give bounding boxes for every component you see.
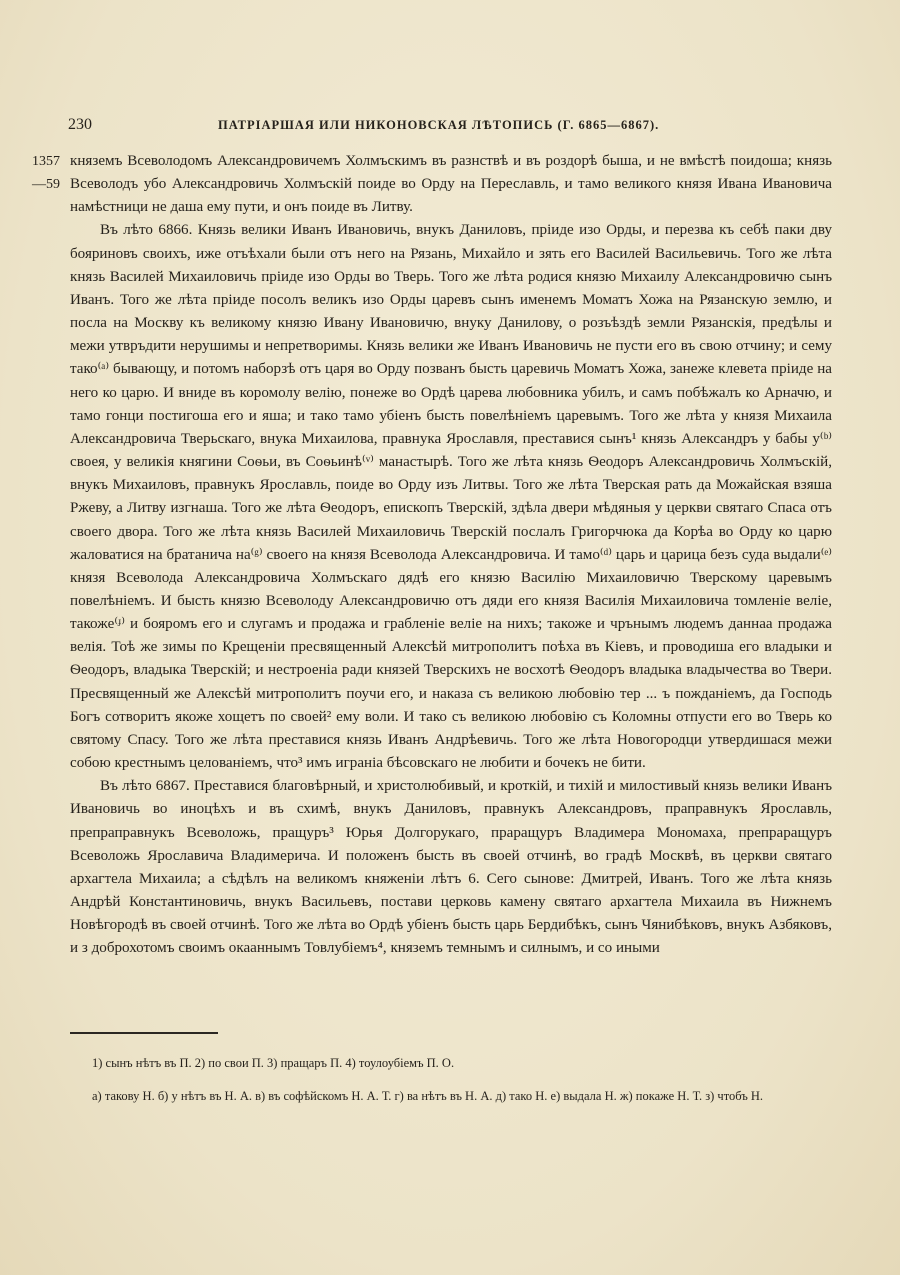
page-header bbox=[68, 116, 828, 138]
footnotes-lettered: а) такову Н. б) у нѣтъ въ Н. А. в) въ софѣйскомъ Н. А. Т. г) ва нѣтъ въ Н. А. д) тако Н. е) выдала Н. ж) покаже Н. Т. з) чтобъ Н. bbox=[92, 1089, 764, 1103]
page-number: 230 bbox=[68, 116, 92, 133]
margin-years bbox=[32, 150, 60, 196]
footnotes-numbered: 1) сынъ нѣтъ въ П. 2) по свои П. 3) пращаръ П. 4) тоулоубіемъ П. О. bbox=[92, 1056, 455, 1070]
margin-year-start: 1357 bbox=[32, 154, 60, 169]
footnote-divider bbox=[70, 1032, 218, 1034]
chronicle-text bbox=[70, 150, 832, 960]
paragraph-year-6867: Въ лѣто 6867. Преставися благовѣрный, и христолюбивый, и кроткій, и тихій и милостивый князь велики Иванъ Ивановичь во иноцѣхъ и въ схимѣ, внукъ Даниловъ, правнукъ Александровъ, праправнукъ Ярославль, препраправнукъ Всеволожь, пращуръ³ Юрья Долгорукаго, праращуръ Владимера Мономаха, препраращуръ Всеволожь Ярославича Владимерича. И положенъ бысть въ своей отчинѣ, во градѣ Москвѣ, въ церкви святаго архагтела Михаила; а сѣдѣлъ на великомъ княженіи лѣтъ 6. Сего сынове: Дмитрей, Иванъ. Того же лѣта князь Андрѣй Константиновичь, внукъ Васильевъ, постави церковь камену святаго архагтела Михаила въ Нижнемъ Новѣгородѣ въ своей отчинѣ. Того же лѣта во Ордѣ убіенъ бысть царь Бердибѣкъ, сынъ Чянибѣковъ, внукъ Азбяковъ, и з доброхотомъ своимъ окааннымъ Товлубіемъ⁴, княземъ темнымъ и силнымъ, и со иными bbox=[70, 778, 832, 957]
paragraph-continuation: княземъ Всеволодомъ Александровичемъ Холмъскимъ въ разнствѣ и въ роздорѣ быша, и не вмѣстѣ поидоша; князь Всеволодъ убо Александровичь Холмъскій поиде во Орду на Переславль, и тамо великого князя Ивана Ивановича намѣстници не даша ему пути, и онъ поиде въ Литву. bbox=[70, 153, 832, 216]
running-title: ПАТРІАРШАЯ ИЛИ НИКОНОВСКАЯ ЛѢТОПИСЬ (Г. 6865—6867). bbox=[218, 118, 660, 132]
margin-year-end: —59 bbox=[32, 177, 60, 192]
paragraph-year-6866: Въ лѣто 6866. Князь велики Иванъ Ивановичь, внукъ Даниловъ, пріиде изо Орды, и перезва къ себѣ паки дву бояриновъ своихъ, иже отъѣхали были отъ него на Рязань, Михайло и зять его Василей Васильевичь. Того же лѣта князь Василей Михаиловичь пріиде изо Орды во Тверь. Того же лѣта родися князю Михаилу Александровичю сынъ Иванъ. Того же лѣта пріиде посолъ великъ изо Орды царевъ сынъ именемъ Моматъ Хожа на Рязанскую землю, и посла на Москву къ великому князю Ивану Ивановичю, внуку Данилову, о розъѣздѣ земли Рязанскія, предѣлы и межи утвръдити нерушимы и непретворимы. Князь велики же Иванъ Ивановичь не пусти его въ свою отчину; и сему тако⁽ᵃ⁾ бывающу, и потомъ наборзѣ отъ царя во Орду позванъ бысть царевичь Моматъ Хожа, занеже клевета пріиде на него ко царю. И вниде въ коромолу велію, понеже во Ордѣ царева любовника убилъ, и самъ побѣжалъ ко Арначю, и тамо гонци постигоша его и яша; и тако тамо убіенъ бысть повелѣніемъ царевымъ. Того же лѣта у князя Михаила Александровича Тверьскаго, внука Михаилова, правнука Ярославля, преставися сынъ¹ князь Александръ у бабы у⁽ᵇ⁾ своея, у великія княгини Соѳьи, въ Соѳьинѣ⁽ᵛ⁾ манастырѣ. Того же лѣта князь Ѳеодоръ Александровичь Холмъскій, внукъ Михаиловъ, правнукъ Ярославль, поиде во Орду изъ Литвы. Того же лѣта Тверская рать да Можайская взяша Ржеву, а Литву изгнаша. Того же лѣта Ѳеодоръ, епископъ Тверскій, здѣла двери мѣдяныя у церкви святаго Спаса отъ своего двора. Того же лѣта князь Василей Михаиловичь Тверскій послалъ Григорчюка да Корѣа во Орду ко царю жаловатися на братанича на⁽ᵍ⁾ своего на князя Всеволода Александровича. И тамо⁽ᵈ⁾ царь и царица безъ суда выдали⁽ᵉ⁾ князя Всеволода Александровича Холмъскаго дядѣ его князю Василію Михаиловичю Тверскому царевымъ повелѣніемъ. И бысть князю Всеволоду Александровичю отъ дяди его князя Василія Михаиловича томленіе веліе, такожe⁽ᶡ⁾ и бояромъ его и слугамъ и продажа и грабленіе веліе на нихъ; такожe и чрънымъ людемъ даннаа продажа велія. Тоѣ же зимы по Крещеніи пресвященный Алексѣй митрополитъ поѣха въ Кіевъ, и проводиша его владыки и Ѳеодоръ, владыка Тверскій; и нестроеніа ради князей Тверскихъ не восхотѣ Ѳеодоръ владыка владычества во Твери. Пресвященный же Алексѣй митрополитъ поучи его, и наказа съ великою любовію тер ... ъ пожданіемъ, да Господь Богъ сотворитъ якоже хощетъ по своей² ему воли. И тако съ великою любовію съ Коломны отпусти его во Тверь ко святому Спасу. Того же лѣта преставися князь Иванъ Андрѣевичь. Того же лѣта Новогородци утвердишася межи собою крестнымъ целованіемъ, что³ имъ играніа бѣсовскаго не любити и бочекъ не бити. bbox=[70, 222, 832, 772]
